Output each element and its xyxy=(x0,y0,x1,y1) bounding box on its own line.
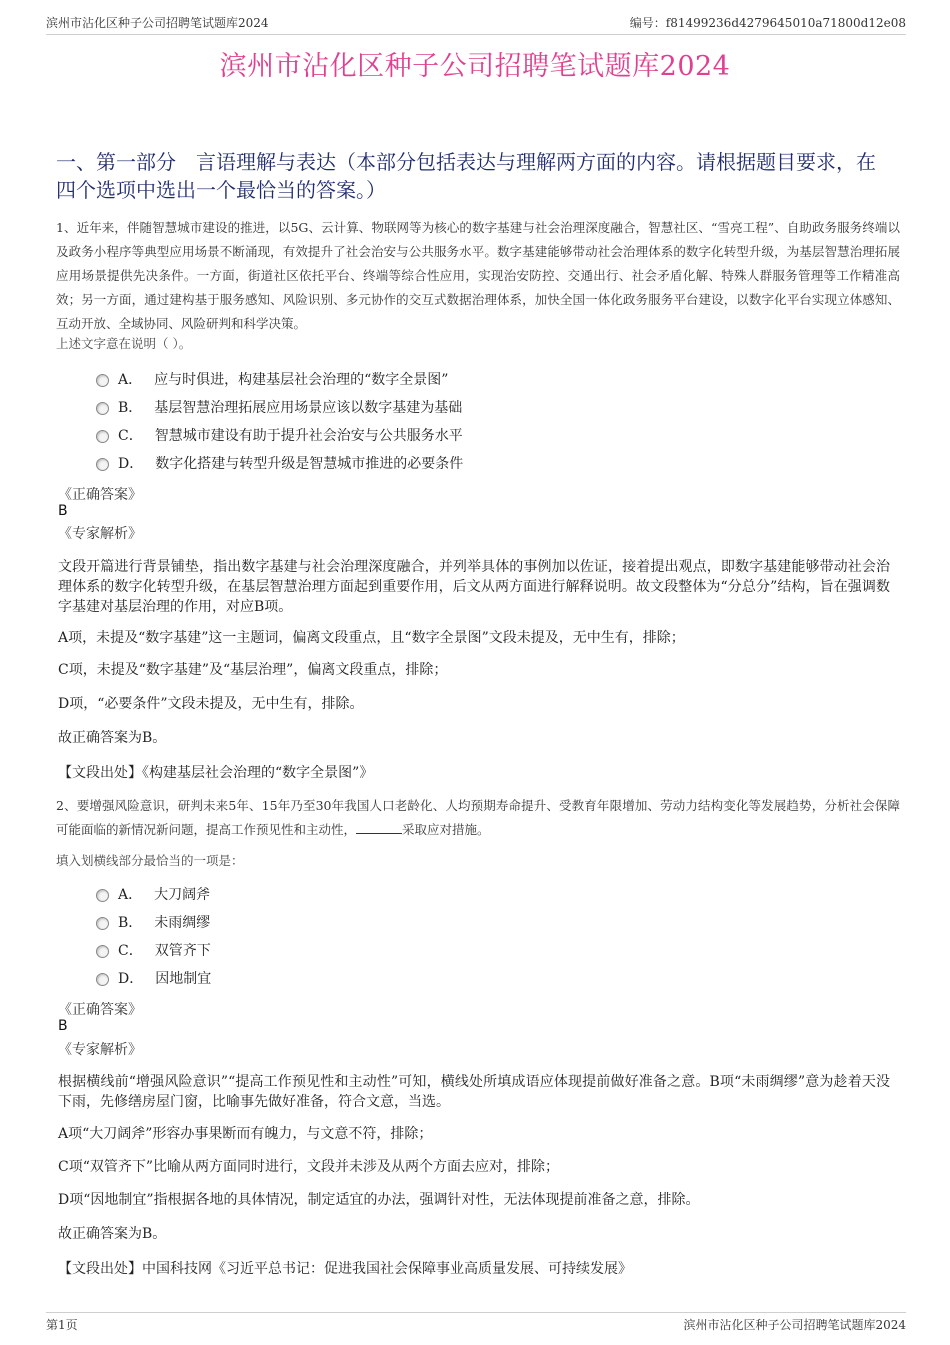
option-text: 未雨绸缪 xyxy=(154,915,211,931)
option-text: 应与时俱进，构建基层社会治理的“数字全景图” xyxy=(154,372,449,388)
option-key: A． xyxy=(118,372,143,388)
option-a[interactable] xyxy=(96,881,211,909)
question-2-stem xyxy=(56,794,900,842)
option-key: A． xyxy=(118,887,143,903)
page-number: 第1页 xyxy=(46,1318,78,1332)
option-text: 因地制宜 xyxy=(155,971,212,987)
answer-value: B xyxy=(58,503,68,519)
page-footer xyxy=(46,1312,906,1333)
analysis-paragraph: C项“双管齐下”比喻从两方面同时进行，文段并未涉及从两个方面去应对，排除； xyxy=(58,1159,560,1175)
analysis-paragraph: D项，“必要条件”文段未提及，无中生有，排除。 xyxy=(58,696,364,712)
section-heading: 一、第一部分 言语理解与表达（本部分包括表达与理解两方面的内容。请根据题目要求，在四个选项中选出一个最恰当的答案。） xyxy=(56,150,876,202)
header-code xyxy=(630,14,906,31)
analysis-tag: 《专家解析》 xyxy=(58,1042,142,1058)
analysis-paragraph: 文段开篇进行背景铺垫，指出数字基建与社会治理深度融合，并列举具体的事例加以佐证，接着提出观点，即数字基建能够带动社会治理体系的数字化转型升级，在基层智慧治理方面起到重要作用，后文从两方面进行解释说明。故文段整体为“分总分”结构，旨在强调数字基建对基层治理的作用，对应B项。 xyxy=(58,559,890,615)
analysis-tag: 《专家解析》 xyxy=(58,526,142,542)
fill-blank xyxy=(356,821,402,834)
radio-icon[interactable] xyxy=(96,889,109,902)
option-text: 双管齐下 xyxy=(154,943,211,959)
header-title: 滨州市沾化区种子公司招聘笔试题库2024 xyxy=(46,16,269,30)
radio-icon[interactable] xyxy=(96,374,109,387)
option-key: D． xyxy=(118,456,144,472)
footer-title: 滨州市沾化区种子公司招聘笔试题库2024 xyxy=(683,1318,906,1332)
option-text: 基层智慧治理拓展应用场景应该以数字基建为基础 xyxy=(154,400,463,416)
stem-text: 2、要增强风险意识，研判未来5年、15年乃至30年我国人口老龄化、人均预期寿命提升、受教育年限增加、劳动力结构变化等发展趋势，分析社会保障可能面临的新情况新问题，提高工作预见性和主动性， xyxy=(56,798,900,837)
radio-icon[interactable] xyxy=(96,945,109,958)
analysis-paragraph: 故正确答案为B。 xyxy=(58,730,167,746)
option-key: C． xyxy=(118,428,143,444)
source-citation: 【文段出处】《构建基层社会治理的“数字全景图”》 xyxy=(58,765,374,781)
analysis-paragraph: C项，未提及“数字基建”及“基层治理”，偏离文段重点，排除； xyxy=(58,662,448,678)
answer-value: B xyxy=(58,1018,68,1034)
option-d[interactable] xyxy=(96,965,211,993)
option-text: 智慧城市建设有助于提升社会治安与公共服务水平 xyxy=(154,428,463,444)
option-key: C． xyxy=(118,943,143,959)
radio-icon[interactable] xyxy=(96,430,109,443)
option-key: B． xyxy=(118,915,143,931)
page-header xyxy=(46,14,906,35)
analysis-paragraph: 根据横线前“增强风险意识”“提高工作预见性和主动性”可知，横线处所填成语应体现提前做好准备之意。B项“未雨绸缪”意为趁着天没下雨，先修缮房屋门窗，比喻事先做好准备，符合文意，当选。 xyxy=(58,1074,890,1110)
analysis-paragraph: D项“因地制宜”指根据各地的具体情况，制定适宜的办法，强调针对性，无法体现提前准备之意，排除。 xyxy=(58,1192,700,1208)
option-b[interactable] xyxy=(96,909,211,937)
question-2-options xyxy=(96,881,211,993)
option-c[interactable] xyxy=(96,937,211,965)
option-c[interactable] xyxy=(96,422,463,450)
header-code-value: f81499236d4279645010a71800d12e08 xyxy=(665,16,906,30)
option-text: 数字化搭建与转型升级是智慧城市推进的必要条件 xyxy=(155,456,464,472)
option-a[interactable] xyxy=(96,366,463,394)
radio-icon[interactable] xyxy=(96,402,109,415)
radio-icon[interactable] xyxy=(96,917,109,930)
answer-tag: 《正确答案》 xyxy=(58,1002,142,1018)
header-code-label: 编号： xyxy=(629,16,666,30)
question-2-ask: 填入划横线部分最恰当的一项是： xyxy=(56,853,244,868)
question-1-ask: 上述文字意在说明（ ）。 xyxy=(56,336,192,351)
source-citation: 【文段出处】中国科技网《习近平总书记：促进我国社会保障事业高质量发展、可持续发展》 xyxy=(58,1261,632,1277)
page-title: 滨州市沾化区种子公司招聘笔试题库2024 xyxy=(219,51,731,82)
option-key: D． xyxy=(118,971,144,987)
radio-icon[interactable] xyxy=(96,458,109,471)
question-1-stem: 1、近年来，伴随智慧城市建设的推进，以5G、云计算、物联网等为核心的数字基建与社会治理深度融合，智慧社区、“雪亮工程”、自助政务服务终端以及政务小程序等典型应用场景不断涌现，有效提升了社会治安与公共服务水平。数字基建能够带动社会治理体系的数字化转型升级，为基层智慧治理拓展应用场景提供先决条件。一方面，街道社区依托平台、终端等综合性应用，实现治安防控、交通出行、社会矛盾化解、特殊人群服务管理等工作精准高效；另一方面，通过建构基于服务感知、风险识别、多元协作的交互式数据治理体系，加快全国一体化政务服务平台建设，以数字化平台实现立体感知、互动开放、全域协同、风险研判和科学决策。 xyxy=(56,220,900,331)
analysis-paragraph: 故正确答案为B。 xyxy=(58,1226,167,1242)
analysis-paragraph: A项“大刀阔斧”形容办事果断而有魄力，与文意不符，排除； xyxy=(58,1126,433,1142)
option-b[interactable] xyxy=(96,394,463,422)
answer-tag: 《正确答案》 xyxy=(58,487,142,503)
radio-icon[interactable] xyxy=(96,973,109,986)
question-1-options xyxy=(96,366,463,478)
analysis-paragraph: A项，未提及“数字基建”这一主题词，偏离文段重点，且“数字全景图”文段未提及，无中生有，排除； xyxy=(58,630,685,646)
option-d[interactable] xyxy=(96,450,463,478)
option-key: B． xyxy=(118,400,143,416)
option-text: 大刀阔斧 xyxy=(154,887,211,903)
stem-text: 采取应对措施。 xyxy=(402,822,490,837)
